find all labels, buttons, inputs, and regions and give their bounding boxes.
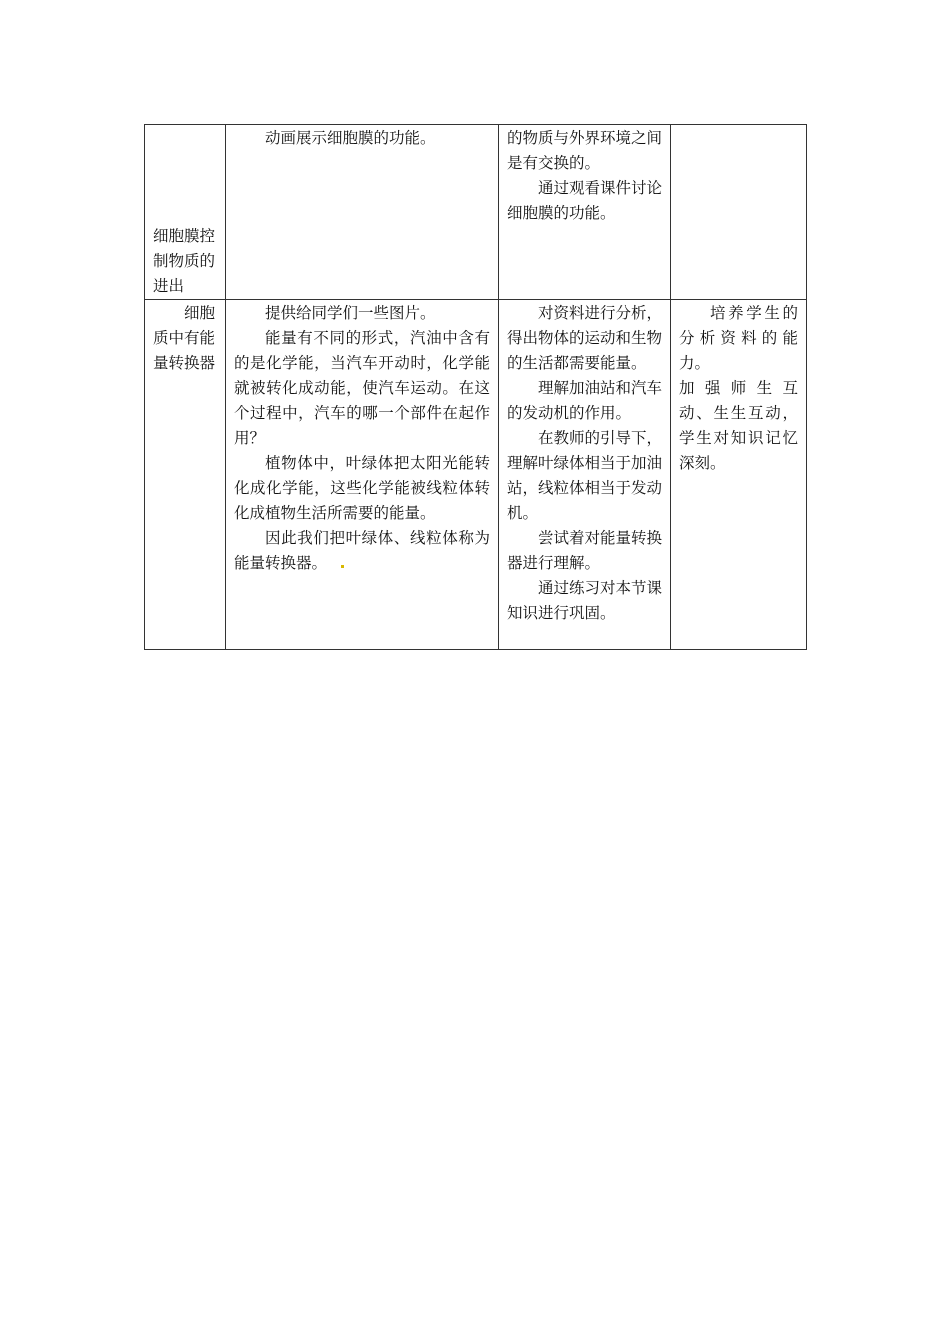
paragraph: 植物体中，叶绿体把太阳光能转化成化学能，这些化学能被线粒体转化成植物生活所需要的能量。 <box>234 454 490 522</box>
student-activity-cell <box>499 125 671 300</box>
paragraph: 动、生生互动，学生对知识记忆深刻。 <box>679 404 798 472</box>
lesson-plan-table <box>144 124 807 650</box>
paragraph <box>234 526 490 576</box>
paragraph: 提供给同学们一些图片。 <box>265 304 436 322</box>
student-activity-cell <box>499 300 671 650</box>
teacher-activity-cell <box>226 300 499 650</box>
paragraph: 通过观看课件讨论细胞膜的功能。 <box>507 179 663 222</box>
paragraph: 理解加油站和汽车的发动机的作用。 <box>507 379 663 422</box>
topic-cell <box>145 125 226 300</box>
paragraph: 能量有不同的形式，汽油中含有的是化学能，当汽车开动时，化学能就被转化成动能，使汽车运动。在这个过程中，汽车的哪一个部件在起作用？ <box>234 329 490 447</box>
table-row <box>145 125 807 300</box>
design-intent-cell <box>671 125 807 300</box>
paragraph: 通过练习对本节课知识进行巩固。 <box>507 579 663 622</box>
paragraph: 尝试着对能量转换器进行理解。 <box>507 529 663 572</box>
table-row <box>145 300 807 650</box>
paragraph: 动画展示细胞膜的功能。 <box>265 129 436 147</box>
paragraph: 加强师生互 <box>679 379 798 397</box>
topic-text: 细胞膜控制物质的进出 <box>153 227 216 295</box>
teacher-activity-cell <box>226 125 499 300</box>
topic-cell <box>145 300 226 650</box>
mark-dot <box>341 565 344 568</box>
topic-text: 细胞质中有能量转换器 <box>153 304 216 372</box>
paragraph: 在教师的引导下，理解叶绿体相当于加油站，线粒体相当于发动机。 <box>507 429 663 522</box>
paragraph-text: 因此我们把叶绿体、线粒体称为能量转换器。 <box>234 529 490 572</box>
design-intent-cell <box>671 300 807 650</box>
paragraph: 培养学生的分析资料的能力。 <box>679 304 798 372</box>
paragraph: 的物质与外界环境之间是有交换的。 <box>507 129 663 172</box>
paragraph: 对资料进行分析，得出物体的运动和生物的生活都需要能量。 <box>507 304 663 372</box>
